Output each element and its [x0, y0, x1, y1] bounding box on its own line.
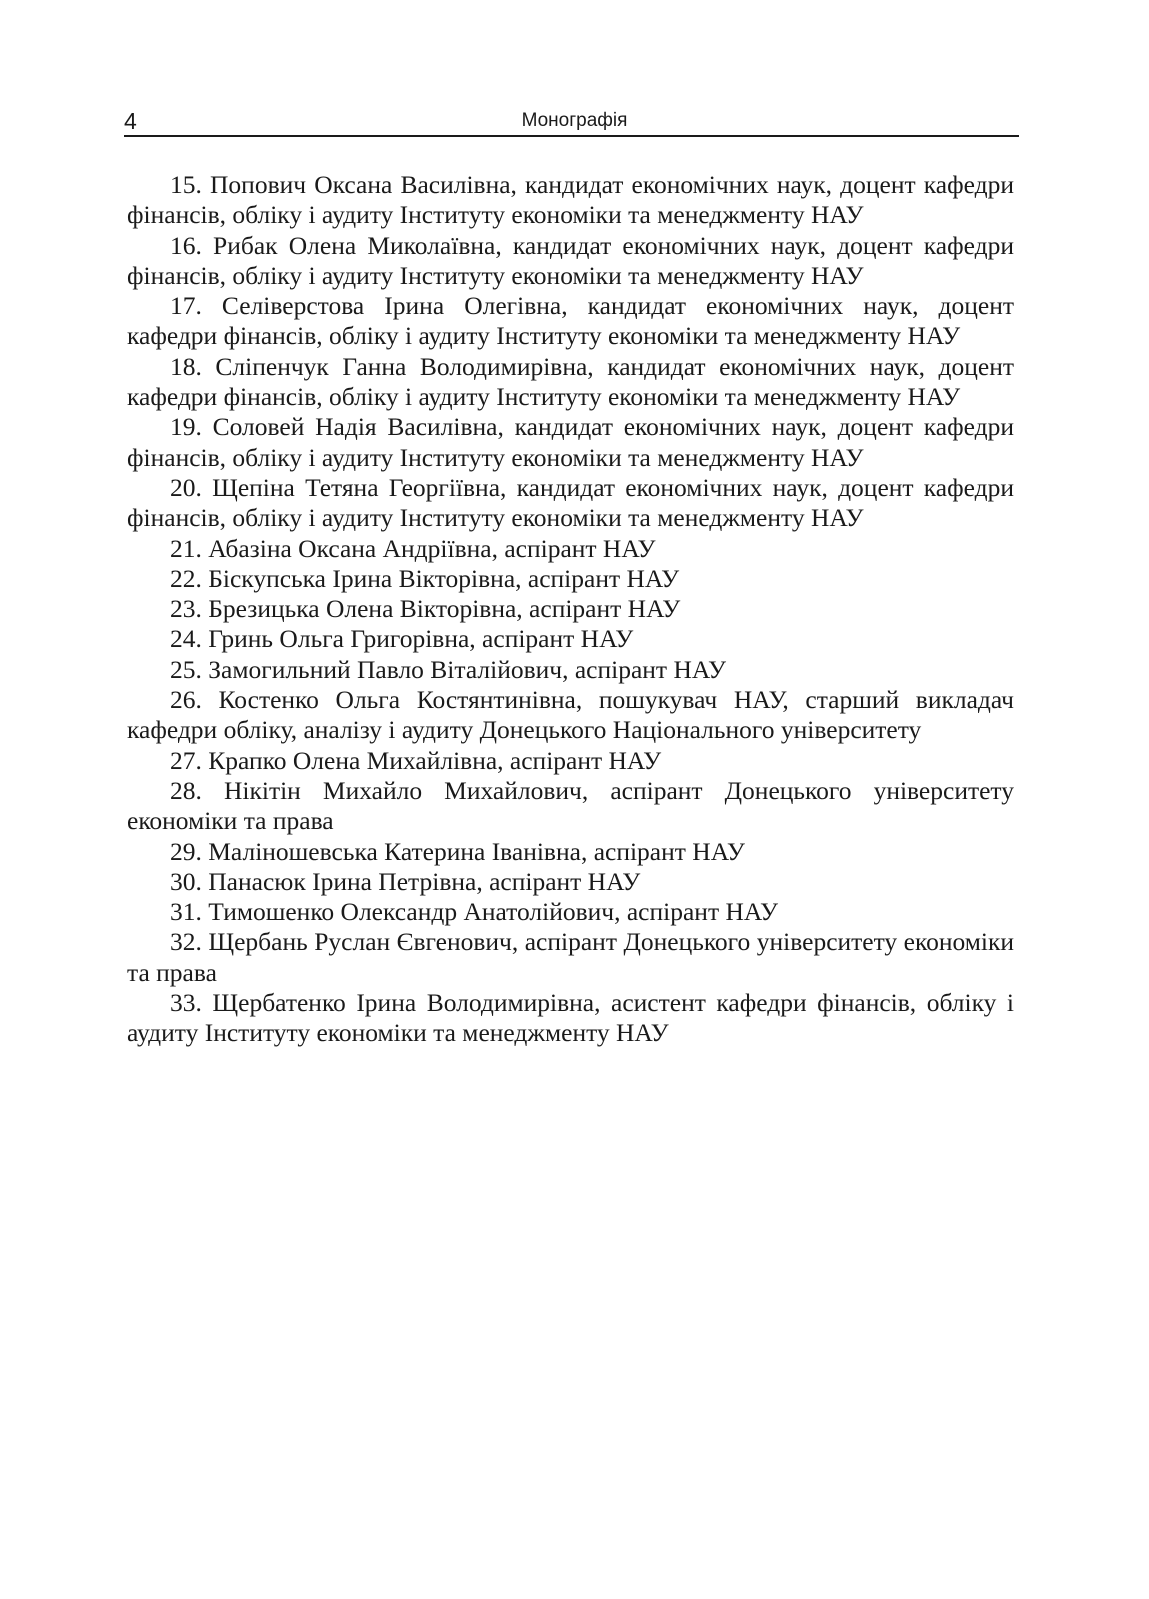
contributors-list [127, 170, 1014, 1049]
list-item: 20. Щепіна Тетяна Георгіївна, кандидат економічних наук, доцент кафедри фінансів, обліку і аудиту Інституту економіки та менеджменту НАУ [127, 472, 1014, 533]
list-item: 16. Рибак Олена Миколаївна, кандидат економічних наук, доцент кафедри фінансів, обліку і аудиту Інституту економіки та менеджменту НАУ [127, 230, 1014, 290]
list-item: 25. Замогильний Павло Віталійович, аспірант НАУ [170, 654, 727, 684]
running-title: Монографія [521, 110, 628, 131]
list-item: 27. Крапко Олена Михайлівна, аспірант НАУ [170, 745, 662, 775]
list-item: 28. Нікітін Михайло Михайлович, аспірант Донецького університету економіки та права [127, 775, 1014, 836]
list-item: 24. Гринь Ольга Григорівна, аспірант НАУ [170, 624, 634, 654]
page-number: 4 [124, 108, 137, 134]
list-item: 30. Панасюк Ірина Петрівна, аспірант НАУ [170, 866, 641, 896]
list-item: 29. Маліношевська Катерина Іванівна, аспірант НАУ [170, 836, 745, 866]
list-item: 31. Тимошенко Олександр Анатолійович, аспірант НАУ [170, 897, 779, 927]
list-item: 15. Попович Оксана Василівна, кандидат економічних наук, доцент кафедри фінансів, обліку і аудиту Інституту економіки та менеджменту НАУ [127, 170, 1014, 230]
list-item: 21. Абазіна Оксана Андріївна, аспірант НАУ [170, 533, 656, 563]
header-rule [124, 135, 1019, 137]
list-item: 22. Біскупська Ірина Вікторівна, аспірант НАУ [170, 563, 680, 593]
list-item: 19. Соловей Надія Василівна, кандидат економічних наук, доцент кафедри фінансів, обліку і аудиту Інституту економіки та менеджменту НАУ [127, 412, 1014, 472]
list-item: 17. Селіверстова Ірина Олегівна, кандидат економічних наук, доцент кафедри фінансів, обліку і аудиту Інституту економіки та менеджменту НАУ [127, 291, 1014, 351]
list-item: 26. Костенко Ольга Костянтинівна, пошукувач НАУ, старший викладач кафедри обліку, аналізу і аудиту Донецького Національного університету [127, 685, 1014, 745]
list-item: 32. Щербань Руслан Євгенович, аспірант Донецького університету економіки та права [127, 927, 1014, 987]
list-item: 23. Брезицька Олена Вікторівна, аспірант НАУ [170, 594, 681, 624]
list-item: 18. Сліпенчук Ганна Володимирівна, кандидат економічних наук, доцент кафедри фінансів, обліку і аудиту Інституту економіки та менеджменту НАУ [127, 351, 1014, 412]
list-item: 33. Щербатенко Ірина Володимирівна, асистент кафедри фінансів, обліку і аудиту Інституту економіки та менеджменту НАУ [127, 988, 1014, 1048]
